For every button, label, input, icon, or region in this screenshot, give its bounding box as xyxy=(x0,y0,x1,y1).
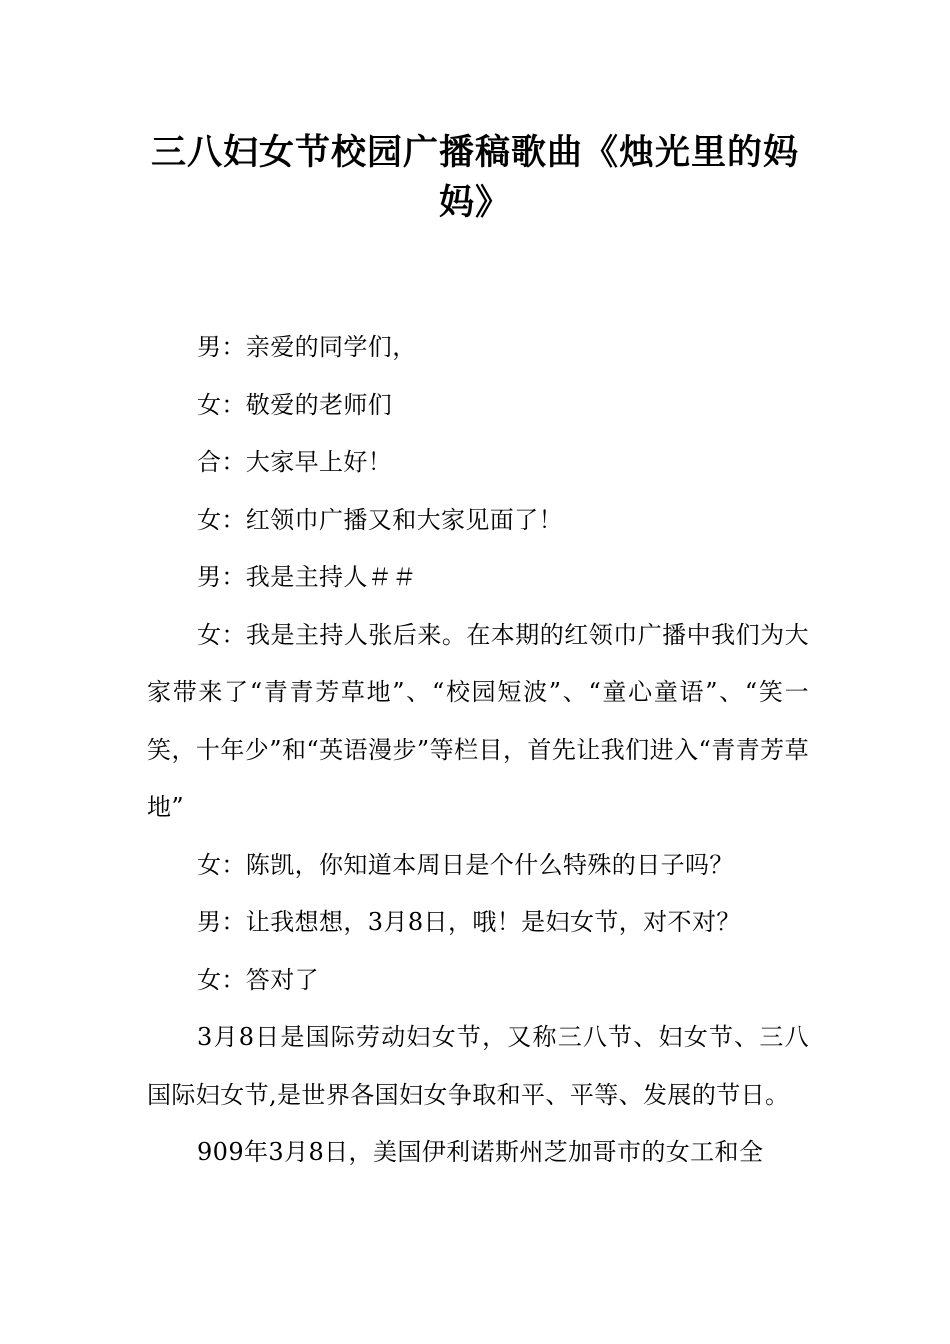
paragraph-broadcast-intro: 女：红领巾广播又和大家见面了！ xyxy=(197,505,563,534)
paragraph-greeting-female: 女：敬爱的老师们 xyxy=(197,390,393,419)
paragraph-greeting-together: 合：大家早上好！ xyxy=(197,448,393,476)
paragraph-greeting-male: 男：亲爱的同学们， xyxy=(197,333,417,361)
paragraph-host-male: 男：我是主持人＃＃ xyxy=(197,563,417,591)
document-body xyxy=(147,319,809,1182)
paragraph-history: 909年3月8日，美国伊利诺斯州芝加哥市的女工和全 xyxy=(197,1138,764,1166)
paragraph-answer: 男：让我想想，3月8日，哦！是妇女节，对不对？ xyxy=(197,908,741,936)
paragraph-question: 女：陈凯，你知道本周日是个什么特殊的日子吗？ xyxy=(197,850,734,879)
document-title: 三八妇女节校园广播稿歌曲《烛光里的妈妈》 xyxy=(150,132,799,223)
paragraph-confirm: 女：答对了 xyxy=(197,965,319,994)
paragraph-host-female: 女：我是主持人张后来。在本期的红领巾广播中我们为大家带来了“青青芳草地”、“校园短波”、“童心童语”、“笑一笑，十年少”和“英语漫步”等栏目，首先让我们进入“青青芳草地” xyxy=(147,620,809,821)
paragraph-womens-day-definition: 3月8日是国际劳动妇女节，又称三八节、妇女节、三八国际妇女节,是世界各国妇女争取和平、平等、发展的节日。 xyxy=(147,1023,809,1109)
